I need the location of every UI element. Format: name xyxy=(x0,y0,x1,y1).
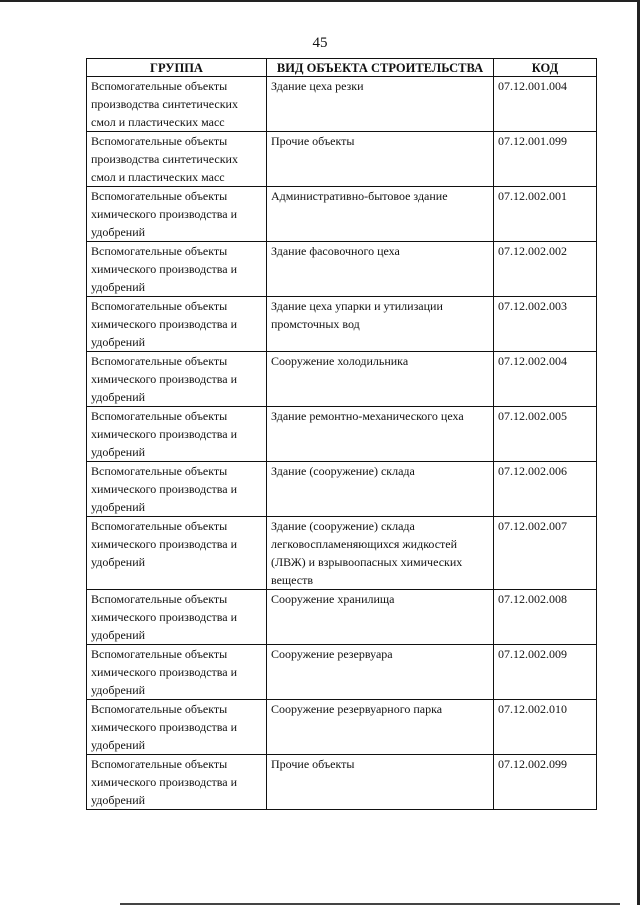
table-row xyxy=(87,352,597,407)
cell-code: 07.12.001.004 xyxy=(494,77,597,132)
construction-objects-table xyxy=(86,58,597,810)
cell-object-type: Здание цеха резки xyxy=(267,77,494,132)
column-header-object-type: ВИД ОБЪЕКТА СТРОИТЕЛЬСТВА xyxy=(267,59,494,77)
cell-object-type: Прочие объекты xyxy=(267,755,494,810)
table-row xyxy=(87,242,597,297)
table-row xyxy=(87,517,597,590)
table-row xyxy=(87,755,597,810)
cell-object-type: Здание фасовочного цеха xyxy=(267,242,494,297)
table-row xyxy=(87,590,597,645)
cell-code: 07.12.002.004 xyxy=(494,352,597,407)
cell-code: 07.12.002.099 xyxy=(494,755,597,810)
cell-code: 07.12.002.007 xyxy=(494,517,597,590)
cell-code: 07.12.002.005 xyxy=(494,407,597,462)
cell-code: 07.12.002.002 xyxy=(494,242,597,297)
cell-group: Вспомогательные объекты химического производства и удобрений xyxy=(87,645,267,700)
cell-group: Вспомогательные объекты химического производства и удобрений xyxy=(87,462,267,517)
cell-group: Вспомогательные объекты производства синтетических смол и пластических масс xyxy=(87,132,267,187)
cell-group: Вспомогательные объекты химического производства и удобрений xyxy=(87,755,267,810)
cell-group: Вспомогательные объекты химического производства и удобрений xyxy=(87,242,267,297)
cell-object-type: Здание ремонтно-механического цеха xyxy=(267,407,494,462)
page-number: 45 xyxy=(312,35,328,51)
cell-group: Вспомогательные объекты химического производства и удобрений xyxy=(87,297,267,352)
table-row xyxy=(87,187,597,242)
cell-code: 07.12.002.010 xyxy=(494,700,597,755)
cell-group: Вспомогательные объекты химического производства и удобрений xyxy=(87,590,267,645)
cell-object-type: Прочие объекты xyxy=(267,132,494,187)
cell-code: 07.12.002.008 xyxy=(494,590,597,645)
cell-object-type: Здание (сооружение) склада xyxy=(267,462,494,517)
cell-group: Вспомогательные объекты химического производства и удобрений xyxy=(87,352,267,407)
cell-group: Вспомогательные объекты химического производства и удобрений xyxy=(87,517,267,590)
cell-object-type: Сооружение хранилища xyxy=(267,590,494,645)
table-row xyxy=(87,132,597,187)
page-border-top xyxy=(0,0,640,2)
table-row xyxy=(87,462,597,517)
cell-group: Вспомогательные объекты химического производства и удобрений xyxy=(87,700,267,755)
cell-code: 07.12.002.006 xyxy=(494,462,597,517)
table-row xyxy=(87,297,597,352)
cell-group: Вспомогательные объекты производства синтетических смол и пластических масс xyxy=(87,77,267,132)
table-row xyxy=(87,700,597,755)
cell-object-type: Административно-бытовое здание xyxy=(267,187,494,242)
table-row xyxy=(87,77,597,132)
table-row xyxy=(87,645,597,700)
cell-group: Вспомогательные объекты химического производства и удобрений xyxy=(87,187,267,242)
cell-code: 07.12.002.001 xyxy=(494,187,597,242)
table-header-row xyxy=(87,59,597,77)
cell-object-type: Сооружение резервуара xyxy=(267,645,494,700)
cell-object-type: Здание цеха упарки и утилизации промсточных вод xyxy=(267,297,494,352)
cell-object-type: Здание (сооружение) склада легковоспламеняющихся жидкостей (ЛВЖ) и взрывоопасных химических веществ xyxy=(267,517,494,590)
cell-code: 07.12.001.099 xyxy=(494,132,597,187)
cell-group: Вспомогательные объекты химического производства и удобрений xyxy=(87,407,267,462)
cell-code: 07.12.002.009 xyxy=(494,645,597,700)
cell-object-type: Сооружение резервуарного парка xyxy=(267,700,494,755)
column-header-group: ГРУППА xyxy=(87,59,267,77)
column-header-code: КОД xyxy=(494,59,597,77)
table-row xyxy=(87,407,597,462)
cell-object-type: Сооружение холодильника xyxy=(267,352,494,407)
cell-code: 07.12.002.003 xyxy=(494,297,597,352)
